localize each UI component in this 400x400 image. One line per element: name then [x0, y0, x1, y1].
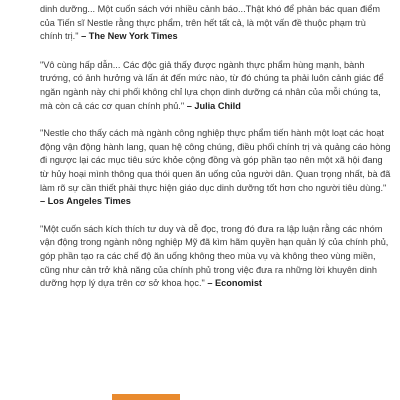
quote-new-york-times	[40, 3, 390, 44]
quote-line: ngăn ngành này chi phối không chỉ lựa chọn dinh dưỡng cá nhân của mỗi chúng ta,	[40, 86, 381, 97]
quote-line: "Vô cùng hấp dẫn... Các độc giả thấy được ngành thực phẩm hùng mạnh, bành	[40, 59, 365, 70]
quote-source: – Los Angeles Times	[40, 196, 131, 207]
quote-line-last	[40, 277, 390, 291]
accent-bar	[112, 394, 180, 400]
quote-source: – The New York Times	[81, 31, 178, 42]
quote-line: từ hủy hoại mình thông qua thói quen ăn uống của người dân. Quan trọng nhất, bà đã	[40, 168, 391, 179]
quote-economist	[40, 223, 390, 291]
quote-line: vận động trong ngành nông nghiệp Mỹ đã kìm hãm quyền hạn quản lý của chính phủ,	[40, 237, 389, 248]
quote-line: dinh dưỡng... Một cuốn sách với nhiều cảnh báo...Thật khó để phản bác quan điểm	[40, 4, 380, 14]
quote-line: đi ngược lại các mục tiêu sức khỏe cộng đồng và góp phần tạo nên một xã hội đang	[40, 155, 383, 166]
quote-line: làm rõ sự cần thiết phải thực hiện giáo dục dinh dưỡng tốt hơn cho người tiêu dùng."	[40, 182, 387, 193]
quote-line-last	[40, 30, 390, 44]
quote-line: của Tiến sĩ Nestle rằng thực phẩm, trên hết tất cả, là một vấn đề thuộc phạm trù	[40, 17, 366, 28]
quote-line-text: chính trị."	[40, 31, 79, 42]
praise-quotes	[40, 3, 390, 306]
quote-line: "Một cuốn sách kích thích tư duy và dễ đọc, trong đó đưa ra lập luận rằng các nhóm	[40, 223, 383, 234]
quote-line: cũng như cản trở khả năng của chính phủ trong việc đưa ra những lời khuyên dinh	[40, 264, 377, 275]
quote-line: trướng, có ảnh hưởng và lấn át đến mức nào, từ đó chúng ta phải luôn cảnh giác để	[40, 73, 384, 84]
quote-line-text: dưỡng hợp lý dựa trên cơ sở khoa học."	[40, 278, 205, 289]
quote-line-last	[40, 100, 390, 114]
quote-line: "Nestle cho thấy cách mà ngành công nghiệp thực phẩm tiến hành một loạt các hoạt	[40, 128, 384, 139]
quote-los-angeles-times	[40, 127, 390, 209]
quote-line-text: mà còn cả các cơ quan chính phủ."	[40, 100, 185, 111]
quote-julia-child	[40, 59, 390, 113]
quote-source: – Julia Child	[186, 100, 241, 111]
quote-source: – Economist	[207, 278, 262, 289]
quote-line: động vận động hành lang, quan hệ công chúng, điều phối chính trị và quảng cáo hòng	[40, 141, 391, 152]
quote-line: góp phần tạo ra các chế độ ăn uống không theo mùa vụ và không theo vùng miền,	[40, 250, 376, 261]
